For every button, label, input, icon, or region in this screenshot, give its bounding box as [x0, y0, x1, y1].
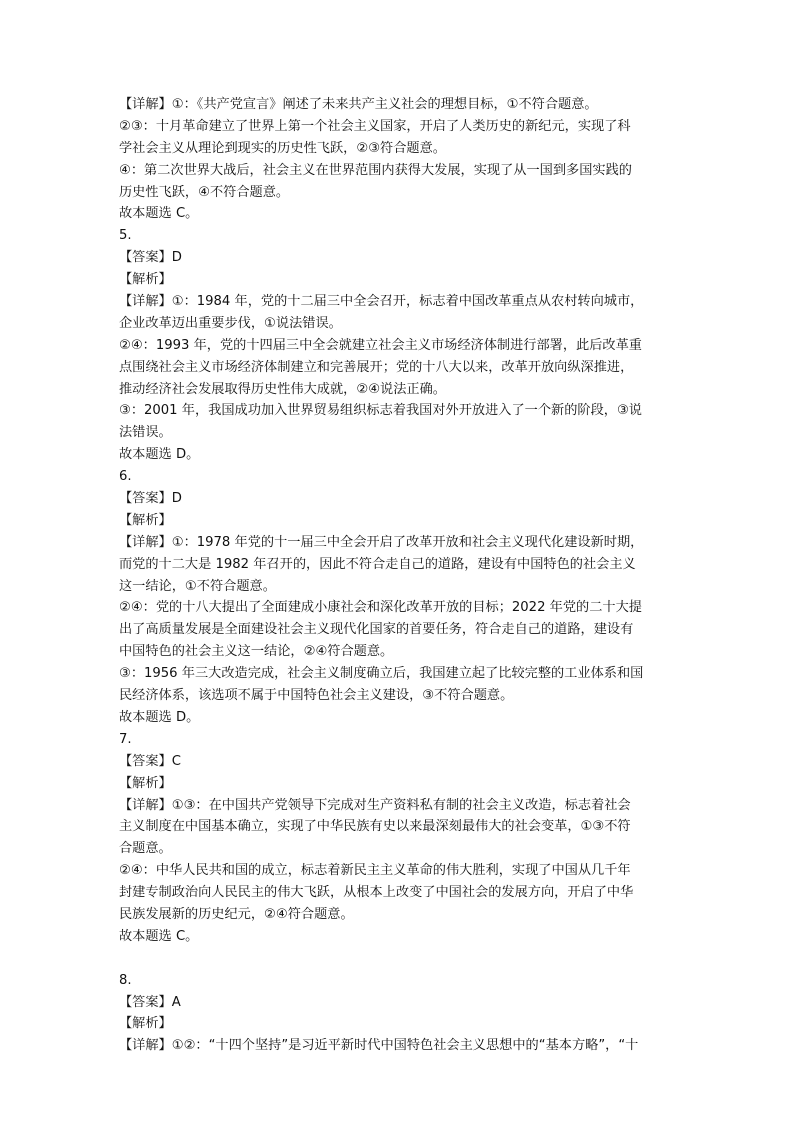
text-line: 故本题选 C。 [119, 928, 199, 944]
question-number: 8. [119, 972, 132, 988]
text-line: 【详解】①②：“十四个坚持”是习近平新时代中国特色社会主义思想中的“基本方略”，“十 [119, 1038, 639, 1054]
text-line: 中国特色的社会主义这一结论，②④符合题意。 [119, 644, 394, 660]
text-line: 推动经济社会发展取得历史性伟大成就，②④说法正确。 [119, 381, 446, 397]
text-line: 企业改革迈出重要步伐，①说法错误。 [119, 315, 342, 331]
analysis-heading: 【解析】 [119, 272, 172, 288]
text-line: 合题意。 [119, 841, 172, 857]
text-line: 学社会主义从理论到现实的历史性飞跃，②③符合题意。 [119, 140, 446, 156]
text-line: ②③：十月革命建立了世界上第一个社会主义国家，开启了人类历史的新纪元，实现了科 [119, 118, 631, 134]
text-line: ③：2001 年，我国成功加入世界贸易组织标志着我国对外开放进入了一个新的阶段，③说 [119, 403, 642, 419]
text-line: 【详解】①：1978 年党的十一届三中全会开启了改革开放和社会主义现代化建设新时期， [119, 534, 644, 550]
answer-line: 【答案】A [119, 994, 181, 1010]
text-line: 历史性飞跃，④不符合题意。 [119, 184, 290, 200]
text-line: 【详解】①：1984 年，党的十二届三中全会召开，标志着中国改革重点从农村转向城市， [119, 294, 644, 310]
text-line: 这一结论，①不符合题意。 [119, 578, 276, 594]
text-line: 主义制度在中国基本确立，实现了中华民族有史以来最深刻最伟大的社会变革，①③不符 [119, 819, 631, 835]
text-line: 民族发展新的历史纪元，②④符合题意。 [119, 906, 354, 922]
text-line: ②④：1993 年，党的十四届三中全会就建立社会主义市场经济体制进行部署，此后改革重 [119, 337, 642, 353]
answer-line: 【答案】D [119, 250, 182, 266]
text-line: 故本题选 D。 [119, 709, 200, 725]
text-line: ②④：中华人民共和国的成立，标志着新民主主义革命的伟大胜利，实现了中国从几千年 [119, 863, 631, 879]
text-line: 故本题选 C。 [119, 206, 199, 222]
blank-line [119, 948, 681, 970]
text-line: ③：1956 年三大改造完成，社会主义制度确立后，我国建立起了比较完整的工业体系和国 [119, 666, 644, 682]
analysis-heading: 【解析】 [119, 1016, 172, 1032]
analysis-heading: 【解析】 [119, 512, 172, 528]
text-line: 出了高质量发展是全面建设社会主义现代化国家的首要任务，符合走自己的道路，建设有 [119, 622, 634, 638]
answer-line: 【答案】C [119, 753, 181, 769]
text-line: ④：第二次世界大战后，社会主义在世界范围内获得大发展，实现了从一国到多国实践的 [119, 162, 632, 178]
question-number: 7. [119, 731, 132, 747]
text-line: 点围绕社会主义市场经济体制建立和完善展开；党的十八大以来，改革开放向纵深推进， [119, 359, 634, 375]
text-line: 民经济体系，该选项不属于中国特色社会主义建设，③不符合题意。 [119, 688, 514, 704]
text-line: 法错误。 [119, 425, 172, 441]
text-line: 封建专制政治向人民民主的伟大飞跃，从根本上改变了中国社会的发展方向，开启了中华 [119, 885, 634, 901]
text-line: 故本题选 D。 [119, 447, 200, 463]
text-line: 【详解】①③：在中国共产党领导下完成对生产资料私有制的社会主义改造，标志着社会 [119, 797, 631, 813]
text-line: ②④：党的十八大提出了全面建成小康社会和深化改革开放的目标；2022 年党的二十大提 [119, 600, 642, 616]
text-line: 【详解】①：《共产党宣言》阐述了未来共产主义社会的理想目标，①不符合题意。 [119, 97, 598, 112]
answer-explanation-text [119, 94, 681, 1057]
analysis-heading: 【解析】 [119, 775, 172, 791]
text-line: 而党的十二大是 1982 年召开的，因此不符合走自己的道路，建设有中国特色的社会主义 [119, 556, 636, 572]
question-number: 5. [119, 228, 132, 244]
question-number: 6. [119, 469, 132, 485]
answer-line: 【答案】D [119, 491, 182, 507]
